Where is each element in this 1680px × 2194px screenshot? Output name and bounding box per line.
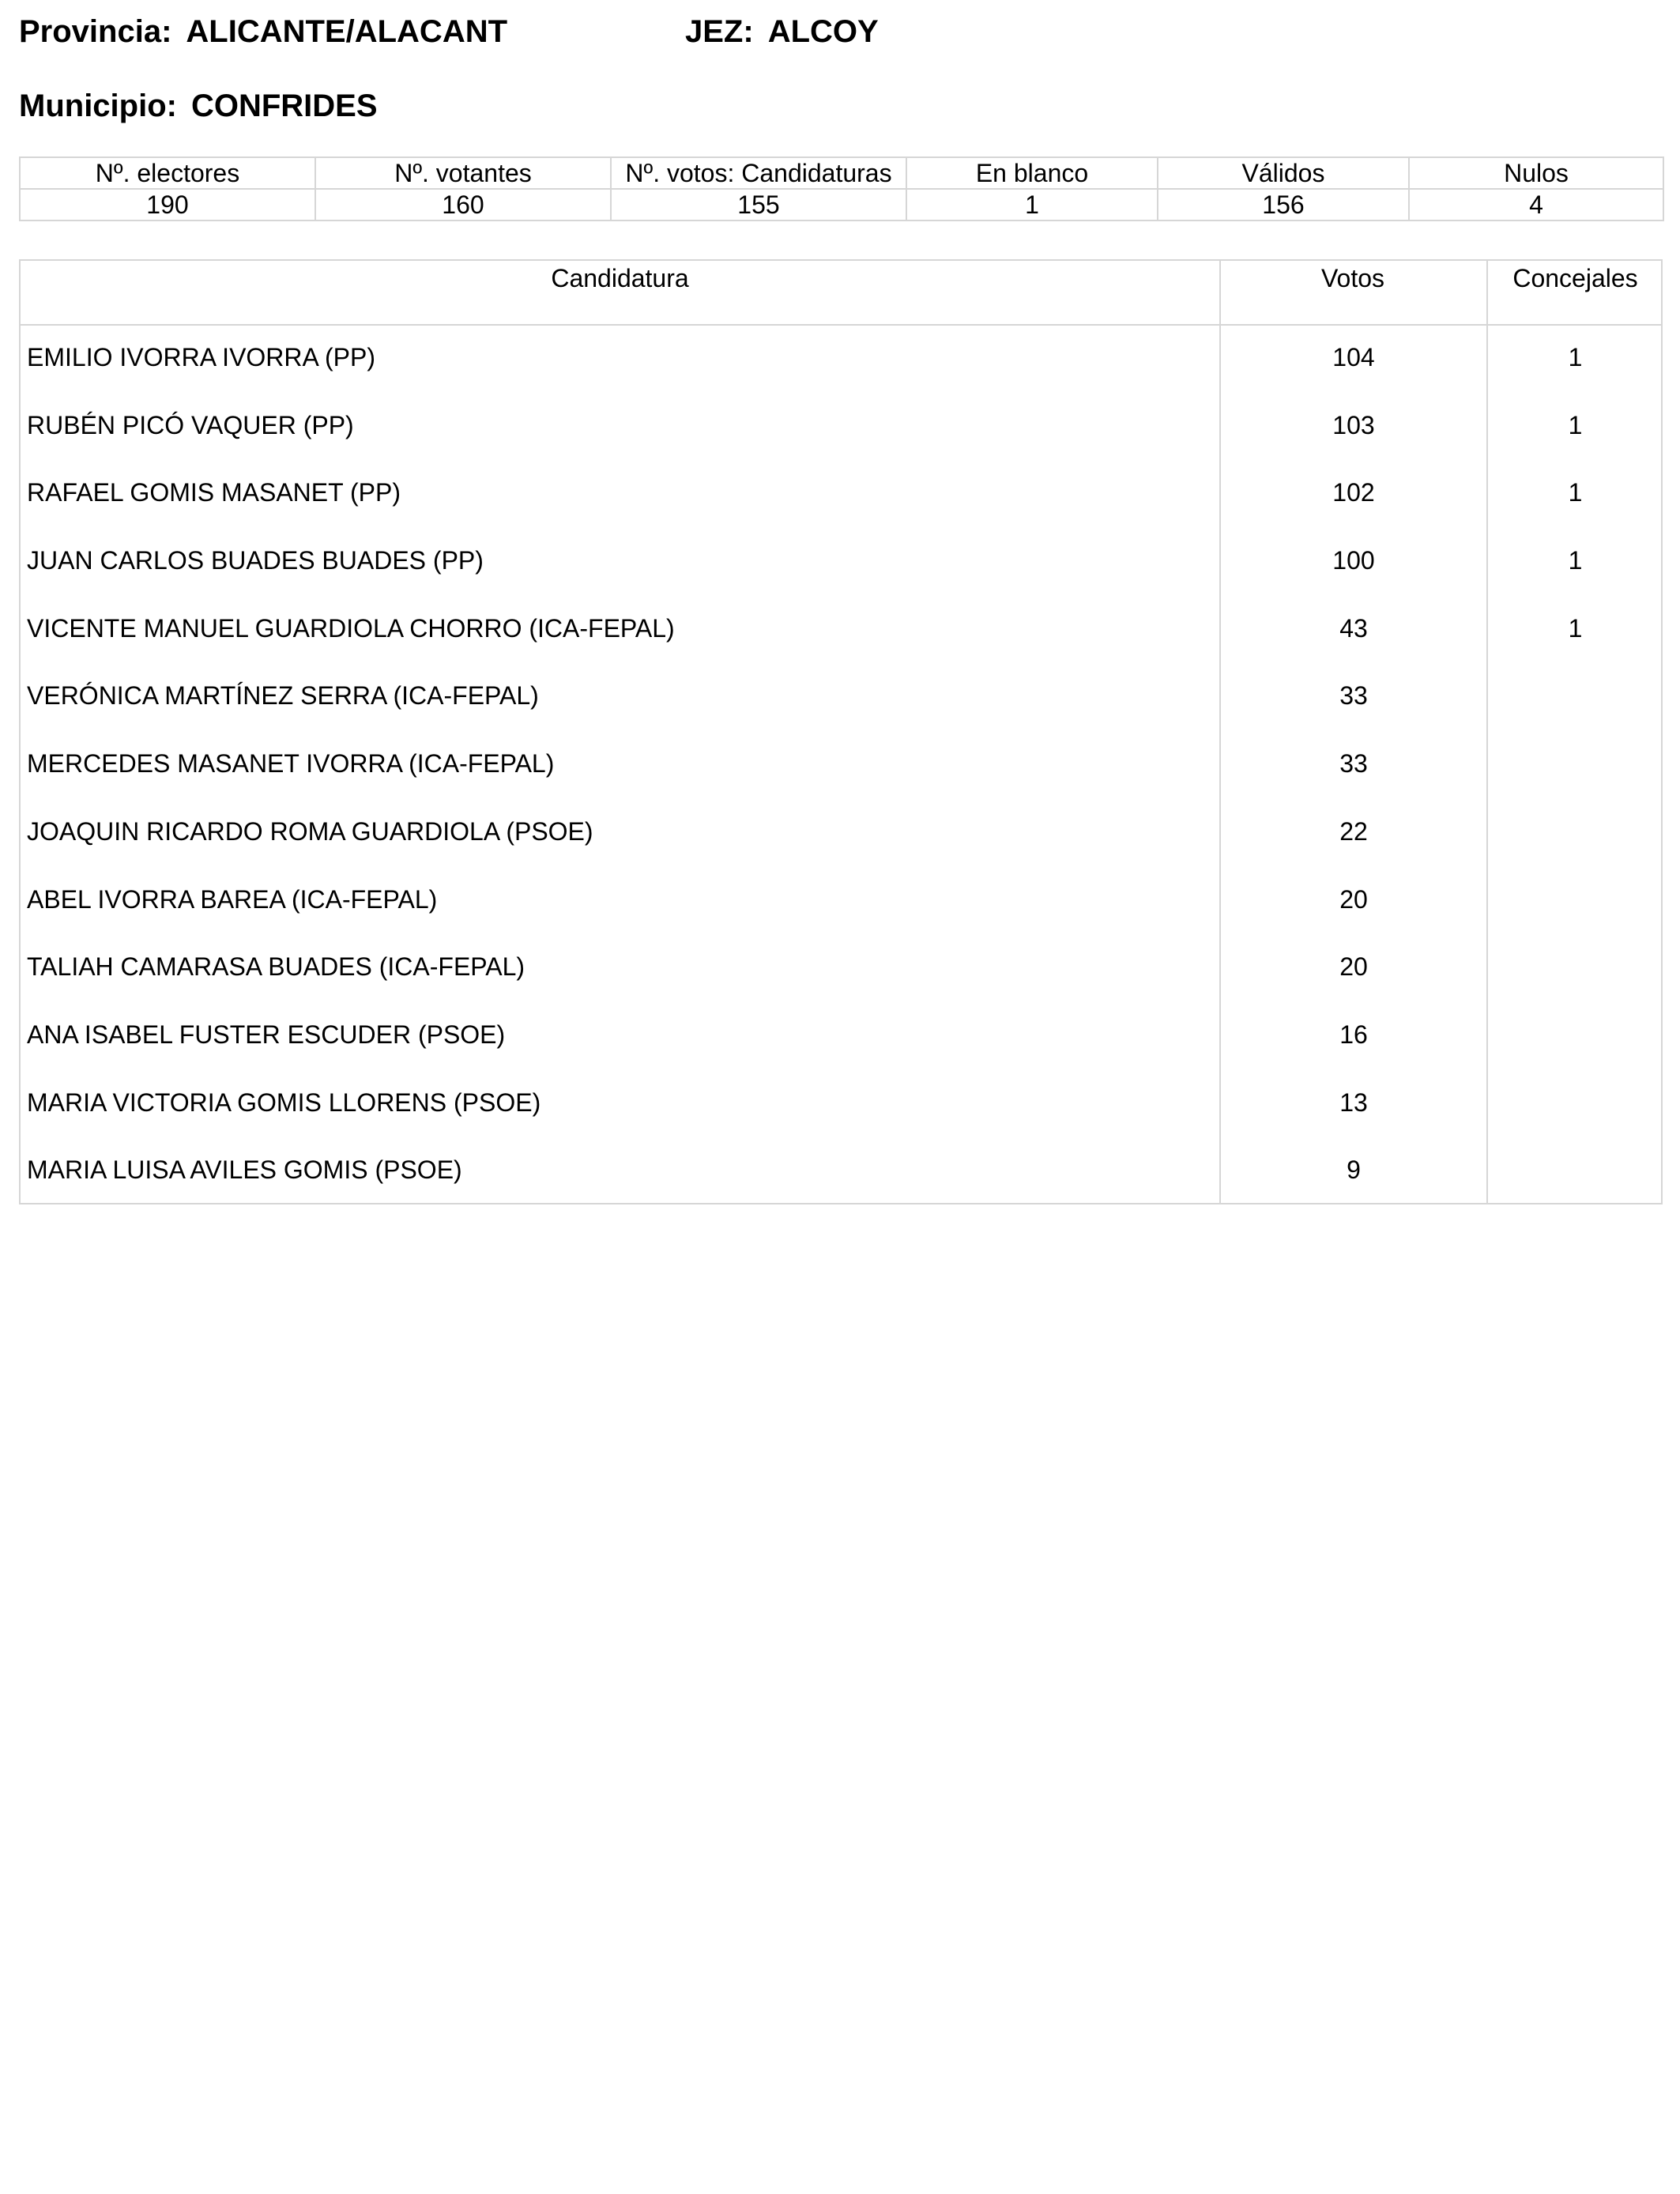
table-row (21, 529, 1661, 597)
summary-value-votos-candidaturas: 155 (611, 189, 906, 221)
jez-value: ALCOY (767, 14, 879, 49)
table-row (21, 664, 1661, 732)
table-row (21, 868, 1661, 936)
candidate-councillors: 1 (1568, 478, 1583, 507)
candidate-name: JUAN CARLOS BUADES BUADES (PP) (27, 546, 484, 575)
summary-table (19, 156, 1664, 221)
candidate-votes: 100 (1332, 546, 1375, 575)
candidate-councillors: 1 (1568, 410, 1583, 439)
candidate-name: JOAQUIN RICARDO ROMA GUARDIOLA (PSOE) (27, 816, 593, 846)
jez-line (685, 13, 879, 51)
table-row (21, 732, 1661, 800)
summary-value-votantes: 160 (315, 189, 611, 221)
header-concejales: Concejales (1512, 264, 1638, 292)
candidate-councillors: 1 (1568, 613, 1583, 643)
provincia-line (19, 13, 507, 51)
candidate-name: VERÓNICA MARTÍNEZ SERRA (ICA-FEPAL) (27, 681, 539, 711)
candidate-votes: 33 (1339, 681, 1368, 711)
table-row (21, 1138, 1661, 1206)
table-row (21, 1071, 1661, 1139)
candidate-councillors: 1 (1568, 343, 1583, 371)
candidate-votes: 9 (1347, 1155, 1361, 1185)
candidate-votes: 16 (1339, 1020, 1368, 1049)
summary-header-votantes: Nº. votantes (315, 157, 611, 189)
header-votos: Votos (1320, 264, 1385, 292)
candidate-councillors: 1 (1568, 546, 1583, 575)
candidate-name: MARIA VICTORIA GOMIS LLORENS (PSOE) (27, 1088, 541, 1117)
table-row (21, 1003, 1661, 1071)
table-row (21, 597, 1661, 665)
header-candidatura: Candidatura (551, 264, 689, 292)
summary-header-validos: Válidos (1158, 157, 1409, 189)
candidate-name: RAFAEL GOMIS MASANET (PP) (27, 478, 401, 507)
table-row (21, 800, 1661, 868)
jez-label: JEZ: (685, 14, 754, 49)
candidate-name: MARIA LUISA AVILES GOMIS (PSOE) (27, 1155, 462, 1185)
candidate-votes: 33 (1339, 749, 1368, 778)
summary-header-row (20, 157, 1663, 189)
candidate-name: MERCEDES MASANET IVORRA (ICA-FEPAL) (27, 749, 555, 778)
summary-value-validos: 156 (1158, 189, 1409, 221)
table-row (21, 935, 1661, 1003)
municipio-line (19, 87, 378, 125)
candidate-votes: 43 (1339, 613, 1368, 643)
table-row (21, 394, 1661, 462)
summary-value-row (20, 189, 1663, 221)
candidate-votes: 22 (1339, 816, 1368, 846)
table-row (21, 326, 1661, 394)
table-row (21, 461, 1661, 529)
provincia-value: ALICANTE/ALACANT (186, 14, 508, 49)
municipio-label: Municipio: (19, 89, 177, 123)
candidate-name: ABEL IVORRA BAREA (ICA-FEPAL) (27, 884, 438, 914)
summary-header-electores: Nº. electores (20, 157, 315, 189)
candidate-name: TALIAH CAMARASA BUADES (ICA-FEPAL) (27, 952, 525, 982)
provincia-label: Provincia: (19, 14, 172, 49)
candidate-votes: 103 (1332, 410, 1375, 439)
candidate-name: ANA ISABEL FUSTER ESCUDER (PSOE) (27, 1020, 506, 1049)
candidates-table (19, 259, 1663, 1204)
summary-header-votos-candidaturas: Nº. votos: Candidaturas (611, 157, 906, 189)
candidate-name: VICENTE MANUEL GUARDIOLA CHORRO (ICA-FEPAL) (27, 613, 675, 643)
candidate-votes: 20 (1339, 884, 1368, 914)
summary-header-nulos: Nulos (1409, 157, 1663, 189)
summary-value-en-blanco: 1 (906, 189, 1158, 221)
summary-value-nulos: 4 (1409, 189, 1663, 221)
municipio-value: CONFRIDES (190, 89, 378, 123)
candidate-name: RUBÉN PICÓ VAQUER (PP) (27, 410, 354, 439)
candidate-name: EMILIO IVORRA IVORRA (PP) (27, 343, 375, 371)
candidate-rows (21, 326, 1661, 1206)
candidate-votes: 104 (1332, 343, 1375, 371)
summary-header-en-blanco: En blanco (906, 157, 1158, 189)
candidate-votes: 13 (1339, 1088, 1368, 1117)
summary-value-electores: 190 (20, 189, 315, 221)
candidate-votes: 102 (1332, 478, 1375, 507)
candidate-votes: 20 (1339, 952, 1368, 982)
